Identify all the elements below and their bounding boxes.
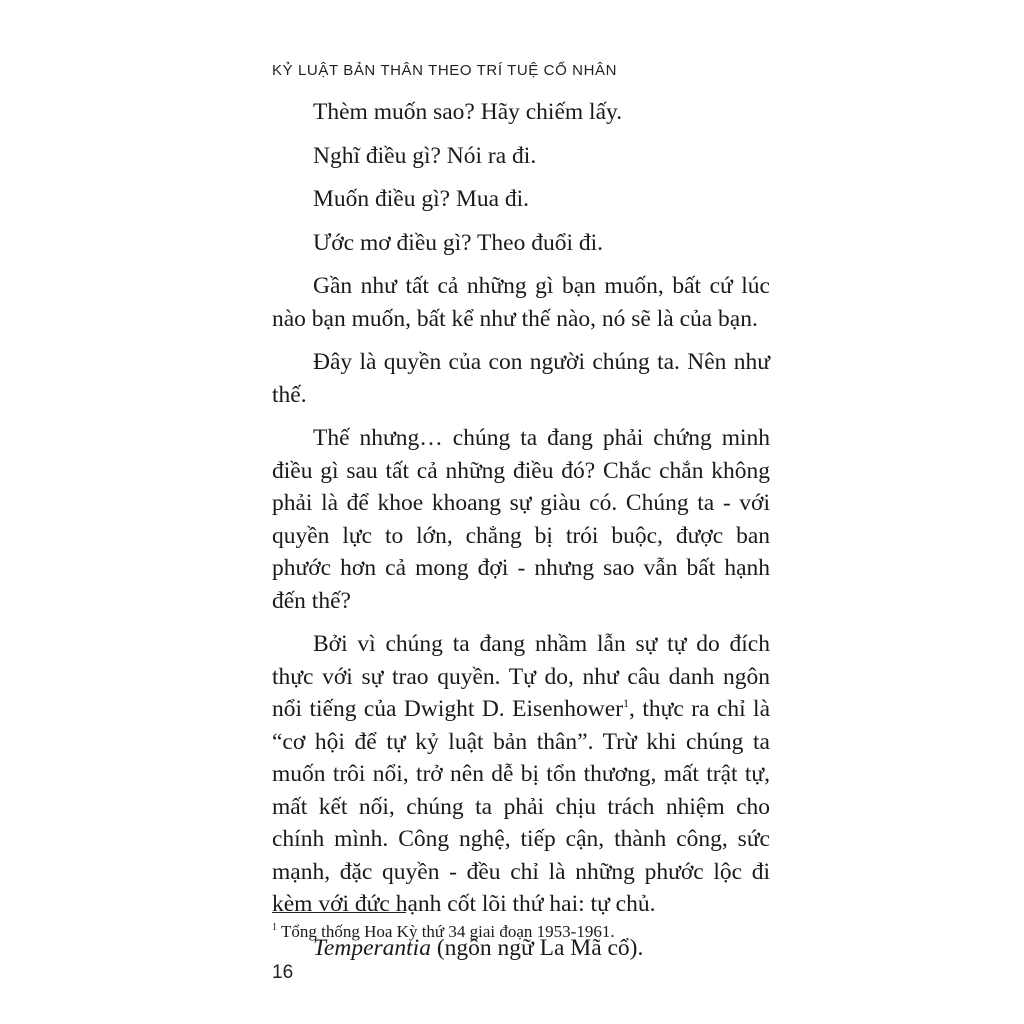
paragraph: Thế nhưng… chúng ta đang phải chứng minh điều gì sau tất cả những điều đó? Chắc chắn không phải là để khoe khoang sự giàu có. Chúng ta - với quyền lực to lớn, chẳng bị trói buộc, được ban phước hơn cả mong đợi - nhưng sao vẫn bất hạnh đến thế? bbox=[272, 425, 770, 614]
paragraph: Đây là quyền của con người chúng ta. Nên như thế. bbox=[272, 349, 770, 408]
page-number: 16 bbox=[272, 962, 294, 983]
footnote-divider bbox=[272, 912, 406, 913]
footnote-text: Tổng thống Hoa Kỳ thứ 34 giai đoạn 1953-1961. bbox=[281, 922, 615, 941]
footnote-reference[interactable]: 1 bbox=[623, 696, 630, 711]
paragraph-eisenhower bbox=[272, 628, 770, 921]
footnote bbox=[272, 920, 772, 944]
closing-line-text: (ngôn ngữ La Mã cổ). bbox=[430, 934, 644, 961]
italic-term: Temperantia bbox=[313, 934, 431, 961]
paragraph: Gần như tất cả những gì bạn muốn, bất cứ lúc nào bạn muốn, bất kể như thế nào, nó sẽ là của bạn. bbox=[272, 273, 770, 332]
paragraph: Nghĩ điều gì? Nói ra đi. bbox=[313, 142, 537, 169]
paragraph: Ước mơ điều gì? Theo đuổi đi. bbox=[313, 229, 604, 256]
paragraph: Thèm muốn sao? Hãy chiếm lấy. bbox=[313, 99, 623, 125]
body-text bbox=[272, 96, 770, 964]
footnote-mark: 1 bbox=[272, 922, 277, 934]
paragraph-text: Bởi vì chúng ta đang nhầm lẫn sự tự do đích thực với sự trao quyền. Tự do, như câu danh ngôn nổi tiếng của Dwight D. Eisenhower bbox=[272, 631, 770, 722]
paragraph: Muốn điều gì? Mua đi. bbox=[313, 186, 530, 212]
running-head: KỶ LUẬT BẢN THÂN THEO TRÍ TUỆ CỔ NHÂN bbox=[272, 62, 618, 79]
paragraph-text: , thực ra chỉ là “cơ hội để tự kỷ luật bản thân”. Trừ khi chúng ta muốn trôi nổi, trở nên dễ bị tổn thương, mất trật tự, mất kết nối, chúng ta phải chịu trách nhiệm cho chính mình. Công nghệ, tiếp cận, thành công, sức mạnh, đặc quyền - đều chỉ là những phước lộc đi kèm với đức hạnh cốt lõi thứ hai: tự chủ. bbox=[272, 696, 770, 917]
